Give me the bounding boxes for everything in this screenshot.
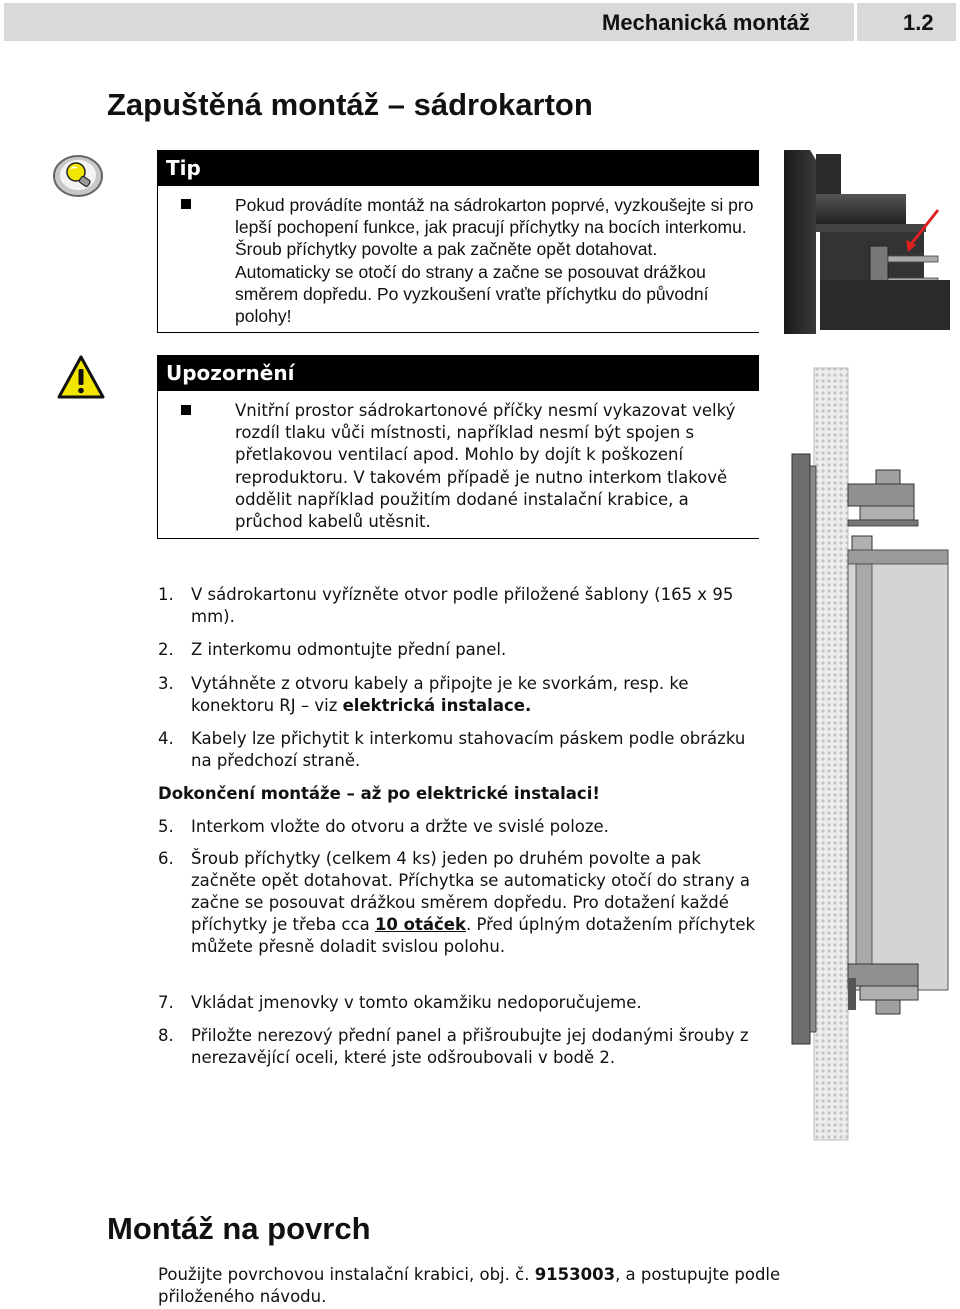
step-4-number: 4. — [158, 729, 174, 748]
warning-box-left-border — [157, 391, 158, 539]
surface-text-end: , a postupujte podle přiloženého návodu. — [158, 1265, 781, 1306]
warning-text: Vnitřní prostor sádrokartonové příčky nesmí vykazovat velký rozdíl tlaku vůči místnosti, například nesmí být spojen s přetlakovou ventilací apod. Mohlo by dojít k poškození reproduktoru. V takovém případě je nutno interkom tlakově oddělit například použitím dodané instalační krabice, a průchod kabelů utěsnit. — [235, 401, 736, 532]
section-title-surface: Montáž na povrch — [107, 1211, 371, 1246]
step-6-number: 6. — [158, 849, 174, 868]
surface-text-main: Použijte povrchovou instalační krabici, obj. č. — [158, 1265, 535, 1284]
warning-bullet — [181, 405, 191, 415]
step-1-number: 1. — [158, 585, 174, 604]
step-6-text-main: Šroub příchytky (celkem 4 ks) jeden po druhém povolte a pak začněte opět dotahovat. Příchytka se automaticky otočí do strany a začne se posouvat drážkou směrem dopředu. Pro dotažení každé příchytky je třeba cca — [191, 849, 751, 934]
warning-triangle-icon — [56, 354, 106, 400]
step-6-text — [191, 848, 761, 958]
step-1-text: V sádrokartonu vyřízněte otvor podle přiložené šablony (165 x 95 mm). — [191, 585, 734, 626]
warning-box-bottom-border — [157, 538, 759, 539]
header-section-number: 1.2 — [903, 10, 934, 35]
step-6-turns: 10 otáček — [374, 915, 466, 934]
step-5-number: 5. — [158, 817, 174, 836]
tip-heading: Tip — [157, 150, 759, 186]
warning-heading: Upozornění — [157, 355, 759, 391]
tip-bullet — [181, 199, 191, 209]
surface-text — [158, 1264, 878, 1308]
step-2-text: Z interkomu odmontujte přední panel. — [191, 640, 507, 659]
step-8-number: 8. — [158, 1026, 174, 1045]
step-7-number: 7. — [158, 993, 174, 1012]
tip-box-bottom-border — [157, 332, 759, 333]
tip-text: Pokud provádíte montáž na sádrokarton poprvé, vyzkoušejte si pro lepší pochopení funkce, jak pracují příchytky na bocích interkomu. Šroub příchytky povolte a pak začněte opět dotahovat. Automaticky se otočí do strany a začne se posouvat drážkou směrem dopředu. Po vyzkoušení vraťte příchytku do původní polohy! — [235, 195, 754, 327]
step-7-text: Vkládat jmenovky v tomto okamžiku nedoporučujeme. — [191, 993, 642, 1012]
step-3-number: 3. — [158, 674, 174, 693]
step-3-reference: elektrická instalace. — [342, 696, 532, 715]
surface-order-number: 9153003 — [534, 1265, 616, 1284]
clamp-photo — [780, 148, 957, 334]
step-6-text-end: . Před úplným dotažením příchytek můžete přesně doladit svislou polohu. — [191, 915, 756, 956]
step-2-number: 2. — [158, 640, 174, 659]
step-3-text-main: Vytáhněte z otvoru kabely a připojte je ke svorkám, resp. ke konektoru RJ – viz — [191, 674, 689, 715]
lightbulb-icon — [52, 154, 104, 198]
header-section-title: Mechanická montáž — [602, 10, 810, 35]
step-3-text — [191, 673, 761, 717]
page-title: Zapuštěná montáž – sádrokarton — [107, 87, 593, 122]
completion-note: Dokončení montáže – až po elektrické instalaci! — [158, 784, 600, 803]
step-8-text: Přiložte nerezový přední panel a přišroubujte jej dodanými šrouby z nerezavějící oceli, které jste odšroubovali v bodě 2. — [191, 1026, 749, 1067]
tip-box-left-border — [157, 186, 158, 333]
mounting-cross-section-diagram — [790, 366, 960, 1141]
step-4-text: Kabely lze přichytit k interkomu stahovacím páskem podle obrázku na předchozí straně. — [191, 729, 746, 770]
step-5-text: Interkom vložte do otvoru a držte ve svislé poloze. — [191, 817, 609, 836]
